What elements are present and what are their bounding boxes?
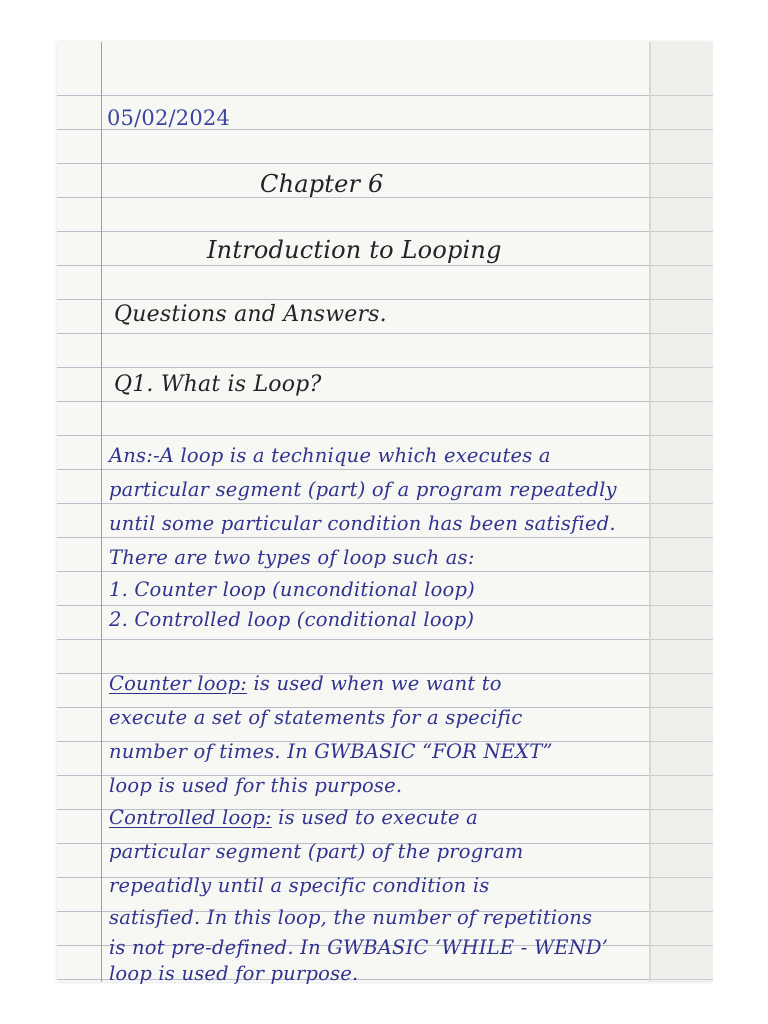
question: Q1. What is Loop? <box>114 372 322 397</box>
controlled-loop-line: repeatidly until a specific condition is <box>109 874 490 897</box>
controlled-loop-text: is used to execute a <box>271 806 478 829</box>
answer-line: 2. Controlled loop (conditional loop) <box>109 608 475 631</box>
controlled-loop-line: satisfied. In this loop, the number of repetitions <box>109 906 593 929</box>
controlled-loop-line: is not pre-defined. In GWBASIC ‘WHILE - WEND’ <box>109 936 609 959</box>
section-heading: Questions and Answers. <box>114 302 387 327</box>
controlled-loop-line: particular segment (part) of the program <box>109 840 524 863</box>
controlled-loop-line <box>109 806 478 829</box>
handwritten-content <box>57 42 711 985</box>
chapter-heading: Chapter 6 <box>260 170 384 198</box>
date: 05/02/2024 <box>107 106 231 130</box>
answer-line: Ans:-A loop is a technique which executes a <box>109 444 551 467</box>
answer-line: There are two types of loop such as: <box>109 546 475 569</box>
answer-line: particular segment (part) of a program repeatedly <box>109 478 617 501</box>
answer-line: 1. Counter loop (unconditional loop) <box>109 578 475 601</box>
counter-loop-line <box>109 672 502 695</box>
controlled-loop-line: loop is used for purpose. <box>109 962 359 985</box>
counter-loop-line: number of times. In GWBASIC “FOR NEXT” <box>109 740 553 763</box>
counter-loop-line: loop is used for this purpose. <box>109 774 403 797</box>
answer-line: until some particular condition has been satisfied. <box>109 512 616 535</box>
notebook <box>57 42 711 985</box>
counter-loop-term: Counter loop: <box>109 672 248 695</box>
counter-loop-line: execute a set of statements for a specific <box>109 706 523 729</box>
controlled-loop-term: Controlled loop: <box>109 806 272 829</box>
chapter-title: Introduction to Looping <box>207 236 502 264</box>
counter-loop-text: is used when we want to <box>247 672 502 695</box>
